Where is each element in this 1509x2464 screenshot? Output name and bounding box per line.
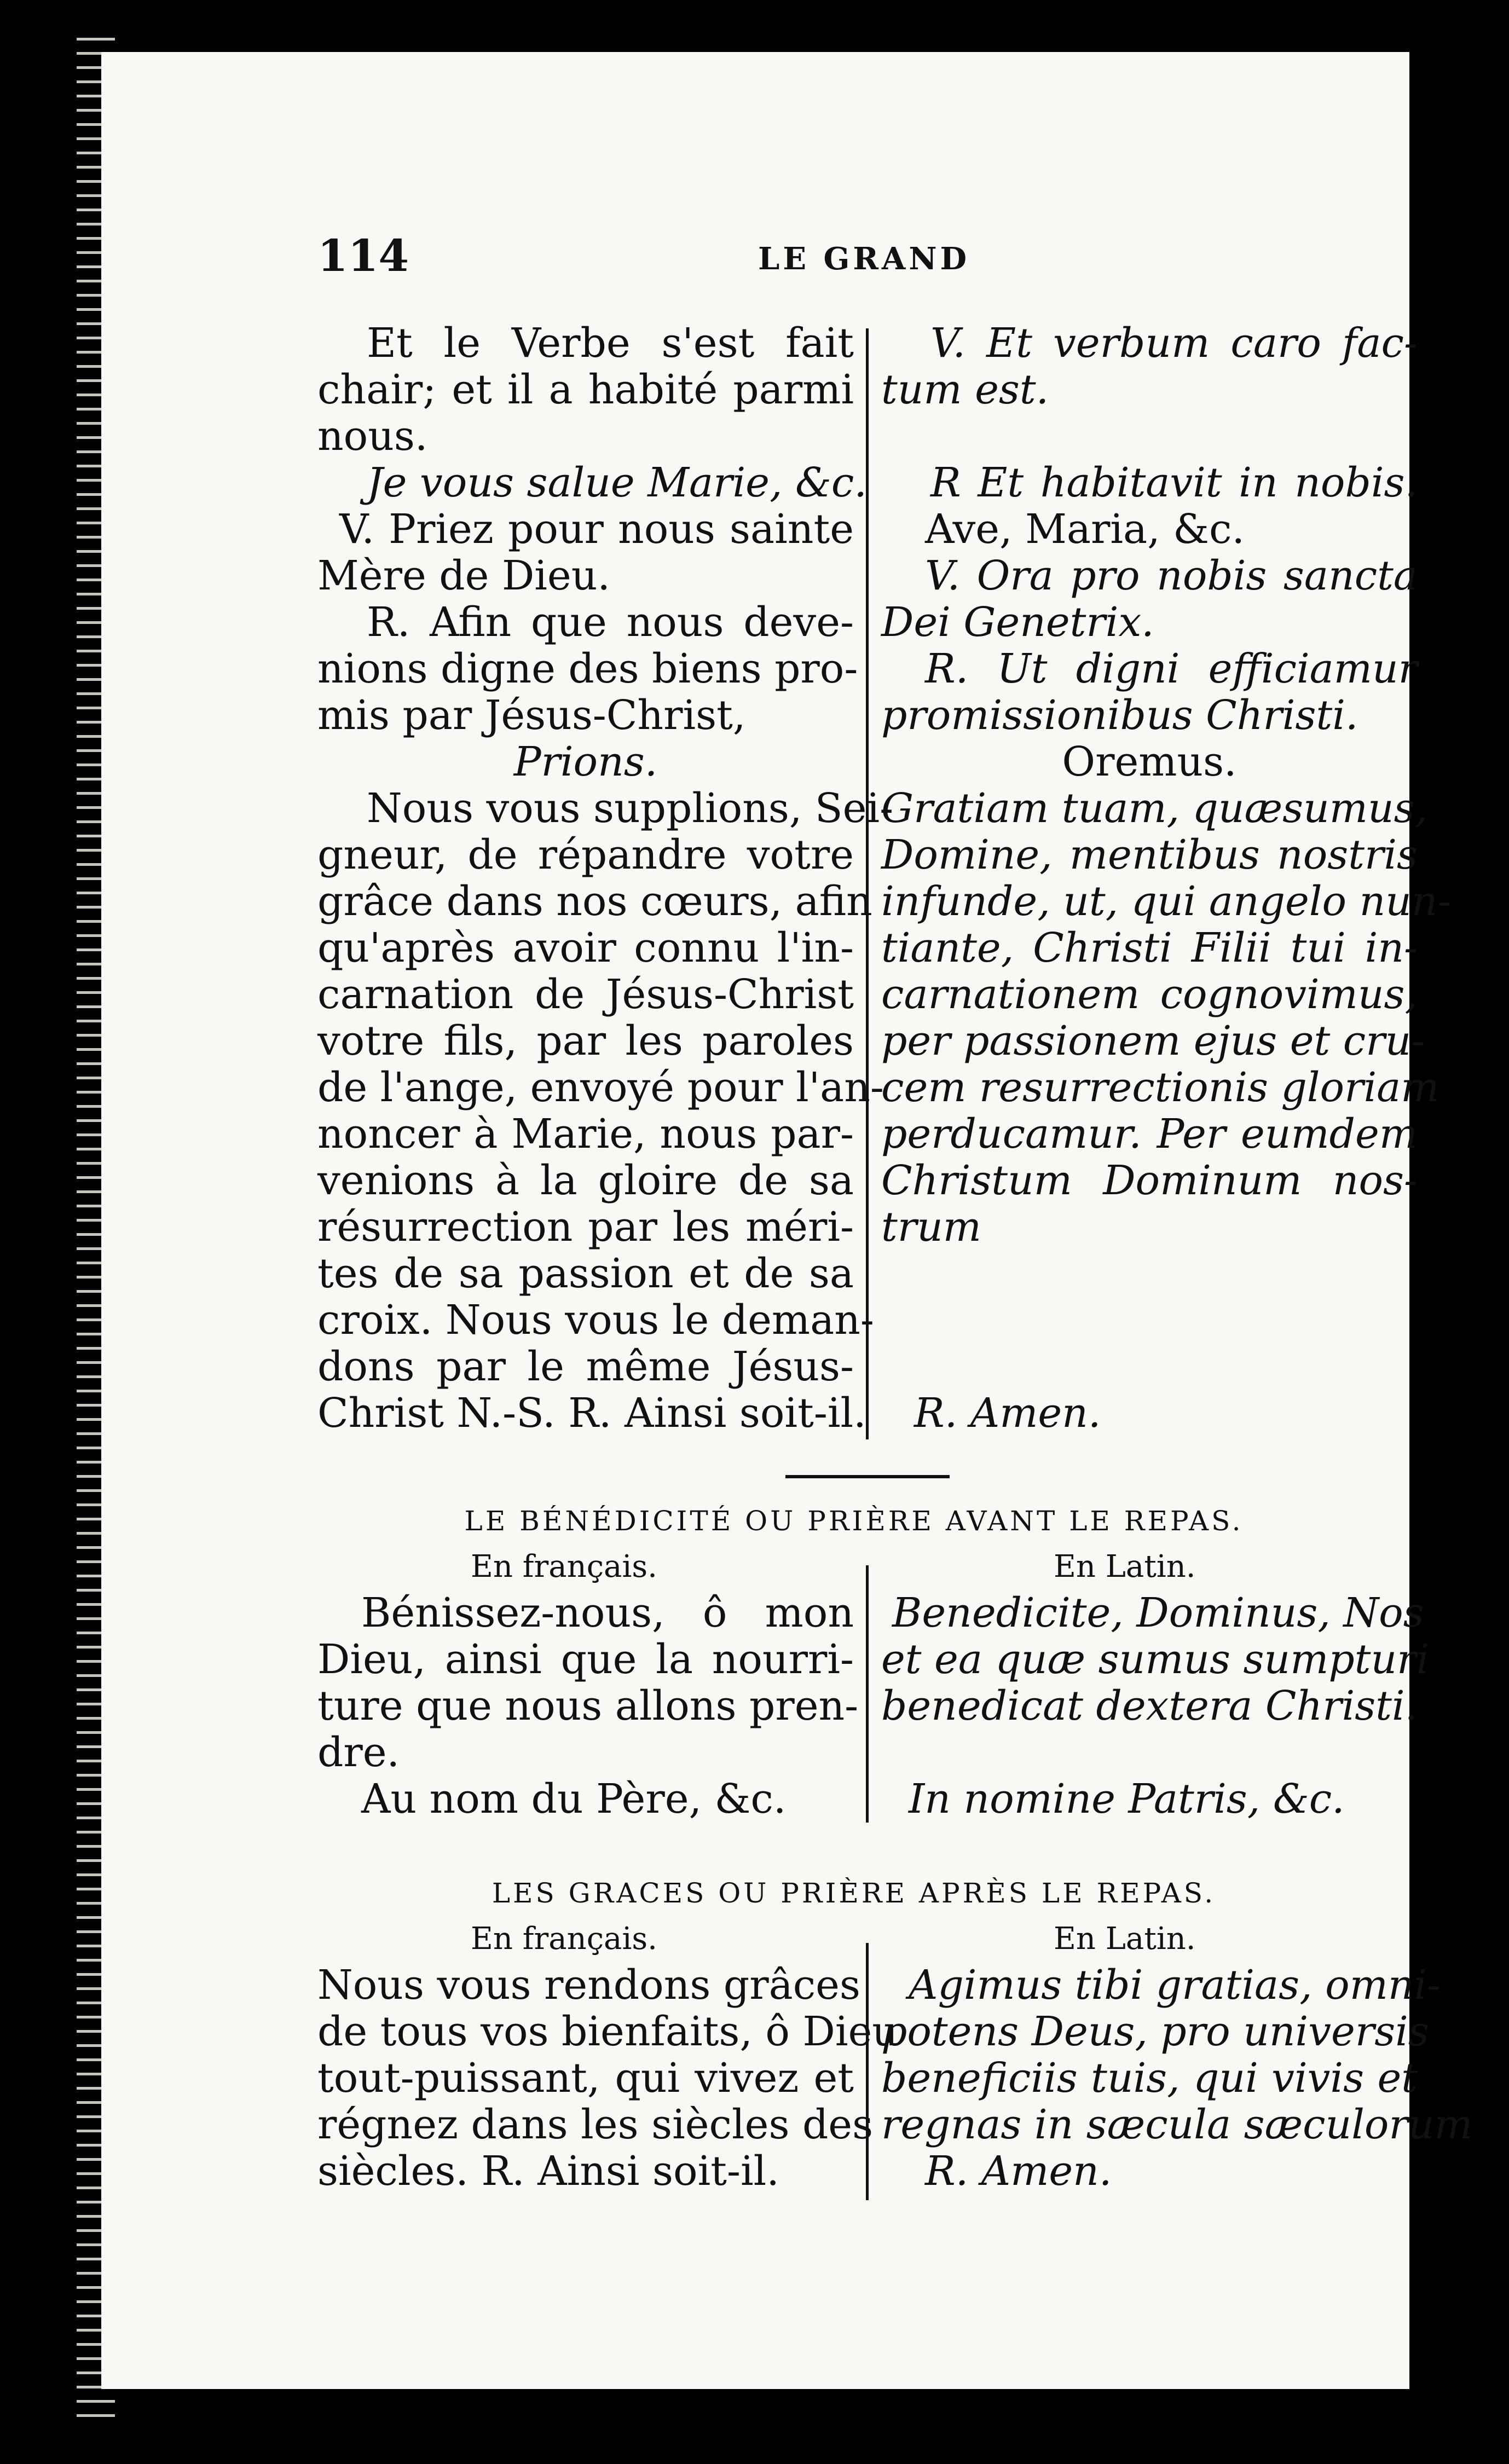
text-line: Je vous salue Marie, &c. [367, 459, 867, 506]
text-line: per passionem ejus et cru- [881, 1017, 1425, 1065]
running-head: LE GRAND [758, 241, 970, 277]
text-line: de l'ange, envoyé pour l'an- [317, 1064, 884, 1111]
text-line: Prions. [513, 738, 658, 785]
section-heading: LE BÉNÉDICITÉ OU PRIÈRE AVANT LE REPAS. [464, 1505, 1244, 1537]
section1-french-column [317, 320, 894, 1437]
latin-subheading: En Latin. [1054, 1921, 1196, 1957]
text-line: R Et habitavit in nobis. [930, 459, 1418, 506]
text-line: beneficiis tuis, qui vivis et [881, 2055, 1418, 2102]
text-line: R. Amen. [914, 1390, 1101, 1437]
text-line: Dei Genetrix. [881, 599, 1154, 646]
text-line: tiante, Christi Filii tui in- [881, 924, 1418, 971]
text-line: R. Amen. [925, 2148, 1112, 2195]
text-line: siècles. R. Ainsi soit-il. [317, 2148, 779, 2195]
text-line: qu'après avoir connu l'in- [317, 924, 854, 971]
section2-french-column [317, 1589, 859, 1823]
text-line: R. Ut digni efficiamur [925, 645, 1418, 692]
text-line: dre. [317, 1729, 400, 1776]
section3-french-column [317, 1962, 898, 2195]
text-line: Christ N.-S. R. Ainsi soit-il. [317, 1390, 866, 1437]
text-line: régnez dans les siècles des [317, 2101, 874, 2148]
column-divider [866, 1565, 869, 1823]
text-line: mis par Jésus-Christ, [317, 692, 746, 739]
section-heading: LES GRACES OU PRIÈRE APRÈS LE REPAS. [492, 1877, 1216, 1909]
text-line: benedicat dextera Christi. [881, 1682, 1418, 1730]
text-line: promissionibus Christi. [881, 692, 1358, 739]
text-line: Christum Dominum nos- [881, 1157, 1418, 1204]
text-line: Benedicite, Dominus, Nos [892, 1589, 1424, 1636]
text-line: tout-puissant, qui vivez et [317, 2055, 854, 2102]
text-line: Mère de Dieu. [317, 552, 610, 599]
text-line: potens Deus, pro universis [881, 2008, 1429, 2055]
text-line: V. Priez pour nous sainte [339, 506, 854, 553]
text-line: grâce dans nos cœurs, afin [317, 878, 872, 925]
text-line: et ea quæ sumus sumpturi [881, 1636, 1430, 1683]
text-line: V. Et verbum caro fac- [930, 320, 1418, 367]
latin-subheading: En Latin. [1054, 1549, 1196, 1584]
text-line: Agimus tibi gratias, omni- [909, 1962, 1441, 2009]
text-line: carnationem cognovimus, [881, 971, 1418, 1018]
text-line: cem resurrectionis gloriam [881, 1064, 1439, 1111]
text-line: trum [881, 1204, 981, 1251]
text-line: résurrection par les méri- [317, 1204, 854, 1251]
text-line: noncer à Marie, nous par- [317, 1110, 854, 1158]
text-line: nous. [317, 413, 428, 460]
text-line: Au nom du Père, &c. [361, 1775, 787, 1823]
text-line: perducamur. Per eumdem [881, 1110, 1418, 1158]
text-line: V. Ora pro nobis sancta [925, 552, 1418, 599]
text-line: Nous vous supplions, Sei- [367, 785, 894, 832]
french-subheading: En français. [471, 1549, 657, 1584]
text-line: R. Afin que nous deve- [367, 599, 854, 646]
section-rule [785, 1475, 950, 1478]
text-line: infunde, ut, qui angelo nun- [881, 878, 1452, 925]
text-line: In nomine Patris, &c. [909, 1775, 1345, 1823]
text-line: croix. Nous vous le deman- [317, 1297, 874, 1344]
text-line: Ave, Maria, &c. [925, 506, 1245, 553]
section1-latin-column [881, 320, 1452, 1437]
section2-latin-column [881, 1589, 1430, 1823]
text-line: venions à la gloire de sa [317, 1157, 854, 1204]
text-line: Gratiam tuam, quæsumus, [881, 785, 1428, 832]
column-divider [866, 328, 869, 1439]
text-line: Dieu, ainsi que la nourri- [317, 1636, 854, 1683]
text-line: dons par le même Jésus- [317, 1343, 854, 1390]
text-line: ture que nous allons pren- [317, 1682, 859, 1730]
text-line: tum est. [881, 366, 1049, 413]
text-line: regnas in sæcula sæculorum [881, 2101, 1473, 2148]
french-subheading: En français. [471, 1921, 657, 1957]
column-divider [866, 1943, 869, 2200]
text-line: Oremus. [1062, 738, 1237, 785]
text-line: chair; et il a habité parmi [317, 366, 854, 413]
text-line: de tous vos bienfaits, ô Dieu [317, 2008, 898, 2055]
text-line: Nous vous rendons grâces [317, 1962, 860, 2009]
text-line: nions digne des biens pro- [317, 645, 858, 692]
text-line: votre fils, par les paroles [317, 1017, 854, 1065]
page-number: 114 [317, 230, 409, 281]
text-line: tes de sa passion et de sa [317, 1250, 854, 1297]
section3-latin-column [881, 1962, 1473, 2195]
text-line: gneur, de répandre votre [317, 831, 854, 878]
text-line: Bénissez-nous, ô mon [361, 1589, 854, 1636]
text-line: Et le Verbe s'est fait [367, 320, 854, 367]
text-line: carnation de Jésus-Christ [317, 971, 854, 1018]
text-line: Domine, mentibus nostris [881, 831, 1418, 878]
